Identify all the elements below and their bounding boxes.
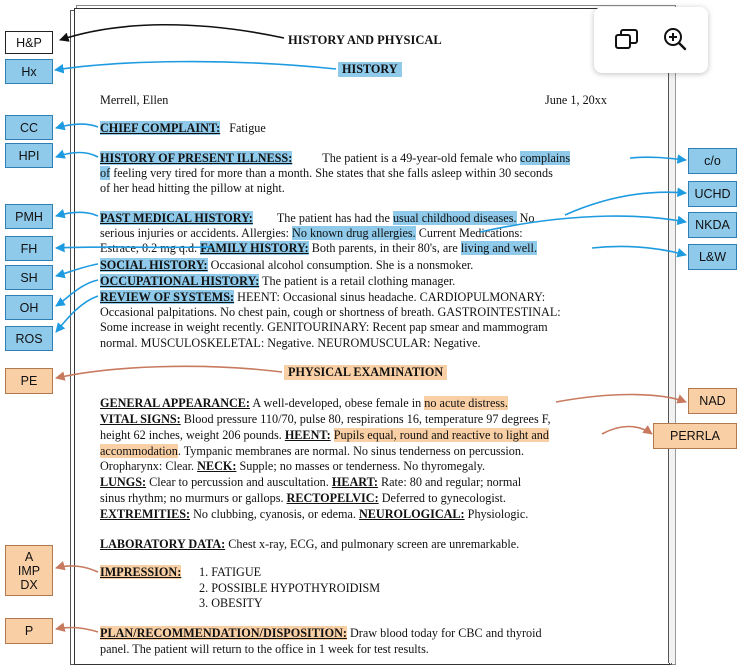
neck-line (100, 459, 485, 474)
label-cc: CC (5, 115, 53, 140)
fh-label: FAMILY HISTORY: (200, 241, 309, 255)
plan-line-2: panel. The patient will return to the office in 1 week for test results. (100, 642, 429, 656)
oh-line (100, 274, 455, 289)
oh-label: OCCUPATIONAL HISTORY: (100, 274, 260, 288)
fh-lw: living and well. (460, 241, 537, 255)
heent-text: . Tympanic membranes are normal. No sinus tenderness on percussion. (177, 444, 525, 458)
label-p: P (5, 618, 53, 644)
ros-line-3: Some increase in weight recently. GENITOURINARY: Recent pap smear and mammogram (100, 320, 548, 334)
label-nad: NAD (688, 388, 737, 414)
lab-label: LABORATORY DATA: (100, 537, 226, 551)
heent-line-1 (100, 428, 549, 443)
label-imp: IMP (17, 563, 41, 578)
heent-label: HEENT: (284, 428, 331, 442)
copy-icon (612, 25, 642, 55)
label-ros: ROS (5, 326, 53, 351)
sh-text: Occasional alcohol consumption. She is a nonsmoker. (207, 258, 474, 272)
pmh-no: No (516, 211, 535, 225)
document-date: June 1, 20xx (545, 93, 607, 107)
oh-text: The patient is a retail clothing manager. (259, 274, 456, 288)
pmh-label: PAST MEDICAL HISTORY: (100, 211, 253, 225)
pmh-line-2 (100, 226, 523, 241)
ga-line (100, 396, 508, 411)
ros-line-1 (100, 290, 545, 305)
neck-text: Supple; no masses or tenderness. No thyromegaly. (236, 459, 486, 473)
label-a-imp-dx (5, 545, 53, 596)
ros-label: REVIEW OF SYSTEMS: (100, 290, 235, 304)
hpi-of: of (100, 166, 111, 180)
recto-line (100, 491, 506, 506)
hpi-text-2: feeling very tired for more than a month. She states that she falls asleep within 30 seconds (110, 166, 553, 180)
pmh-meds: Current Medications: (415, 226, 523, 240)
ext-line (100, 507, 528, 522)
recto-text: Deferred to gynecologist. (378, 491, 506, 505)
sinus-text: sinus rhythm; no murmurs or gallops. (100, 491, 287, 505)
heart-label: HEART: (331, 475, 378, 489)
label-lw: L&W (688, 244, 737, 270)
history-heading: HISTORY (338, 62, 402, 77)
cc-line (100, 121, 266, 136)
label-pe: PE (5, 368, 53, 394)
ext-text: No clubbing, cyanosis, or edema. (190, 507, 359, 521)
ext-label: EXTREMITIES: (100, 507, 191, 521)
imp-item-3: 3. OBESITY (199, 596, 263, 610)
heent-perrla: Pupils equal, round and reactive to light and (333, 428, 549, 442)
label-sh: SH (5, 265, 53, 290)
sh-label: SOCIAL HISTORY: (100, 258, 208, 272)
label-a: A (24, 549, 34, 564)
image-toolbar (594, 7, 708, 73)
label-fh: FH (5, 236, 53, 261)
cc-text: Fatigue (229, 121, 266, 135)
lab-text: Chest x-ray, ECG, and pulmonary screen are unremarkable. (225, 537, 520, 551)
label-hx: Hx (5, 59, 53, 84)
pmh-estrace: Estrace, 0.2 mg q.d. (100, 241, 201, 255)
cc-label: CHIEF COMPLAINT: (100, 121, 221, 135)
neuro-label: NEUROLOGICAL: (358, 507, 465, 521)
heart-text: Rate: 80 and regular; normal (377, 475, 522, 489)
pe-heading: PHYSICAL EXAMINATION (284, 365, 447, 380)
imp-label: IMPRESSION: (100, 565, 182, 579)
pmh-text: The patient has had the (276, 211, 393, 225)
hpi-text: The patient is a 49-year-old female who (322, 151, 520, 165)
patient-name: Merrell, Ellen (100, 93, 169, 107)
label-perrla: PERRLA (653, 423, 737, 449)
imp-item-2: 2. POSSIBLE HYPOTHYROIDISM (199, 581, 381, 595)
hpi-complains: complains (520, 151, 571, 165)
ros-line-4: normal. MUSCULOSKELETAL: Negative. NEUROMUSCULAR: Negative. (100, 336, 481, 350)
vs-text-2: height 62 inches, weight 206 pounds. (100, 428, 285, 442)
vs-line (100, 412, 551, 427)
vs-label: VITAL SIGNS: (100, 412, 181, 426)
plan-line-1 (100, 626, 542, 641)
label-uchd: UCHD (688, 181, 737, 207)
recto-label: RECTOPELVIC: (286, 491, 379, 505)
plan-text: Draw blood today for CBC and thyroid (346, 626, 542, 640)
heent-accommodation: accommodation (100, 444, 178, 458)
fh-text: Both parents, in their 80's, are (308, 241, 461, 255)
hpi-line-3: of her head hitting the pillow at night. (100, 181, 285, 195)
ros-text: HEENT: Occasional sinus headache. CARDIOPULMONARY: (234, 290, 546, 304)
pmh-nkda: No known drug allergies. (292, 226, 416, 240)
hpi-line-2 (100, 166, 553, 181)
lungs-text: Clear to percussion and auscultation. (146, 475, 332, 489)
oro-text: Oropharynx: Clear. (100, 459, 198, 473)
page-edge (668, 10, 676, 663)
label-co: c/o (688, 148, 737, 174)
hpi-label: HISTORY OF PRESENT ILLNESS: (100, 151, 293, 165)
pmh-line-1 (100, 211, 534, 226)
imp-line (100, 565, 181, 580)
copy-button[interactable] (612, 25, 642, 55)
ga-label: GENERAL APPEARANCE: (100, 396, 250, 410)
ga-text: A well-developed, obese female in (250, 396, 425, 410)
plan-label: PLAN/RECOMMENDATION/DISPOSITION: (100, 626, 347, 640)
lungs-label: LUNGS: (100, 475, 147, 489)
pmh-allergies: serious injuries or accidents. Allergies: (100, 226, 293, 240)
pmh-uchd: usual childhood diseases. (392, 211, 517, 225)
ga-nad: no acute distress. (424, 396, 508, 410)
hpi-line-1 (100, 151, 570, 166)
neuro-text: Physiologic. (464, 507, 529, 521)
label-pmh: PMH (5, 204, 53, 229)
neck-label: NECK: (197, 459, 237, 473)
zoom-in-icon (660, 25, 690, 55)
sh-line (100, 258, 473, 273)
lab-line (100, 537, 519, 552)
label-hp: H&P (5, 31, 53, 54)
heent-line-2 (100, 444, 524, 459)
vs-text: Blood pressure 110/70, pulse 80, respirations 16, temperature 97 degrees F, (180, 412, 551, 426)
label-nkda: NKDA (688, 212, 737, 238)
ros-line-2: Occasional palpitations. No chest pain, cough or shortness of breath. GASTROINTESTINAL: (100, 305, 561, 319)
pmh-line-3 (100, 241, 537, 256)
imp-item-1: 1. FATIGUE (199, 565, 262, 579)
label-oh: OH (5, 295, 53, 320)
zoom-in-button[interactable] (660, 25, 690, 55)
label-dx: DX (20, 577, 38, 592)
document-title: HISTORY AND PHYSICAL (288, 33, 442, 47)
label-hpi: HPI (5, 143, 53, 168)
lungs-line (100, 475, 521, 490)
